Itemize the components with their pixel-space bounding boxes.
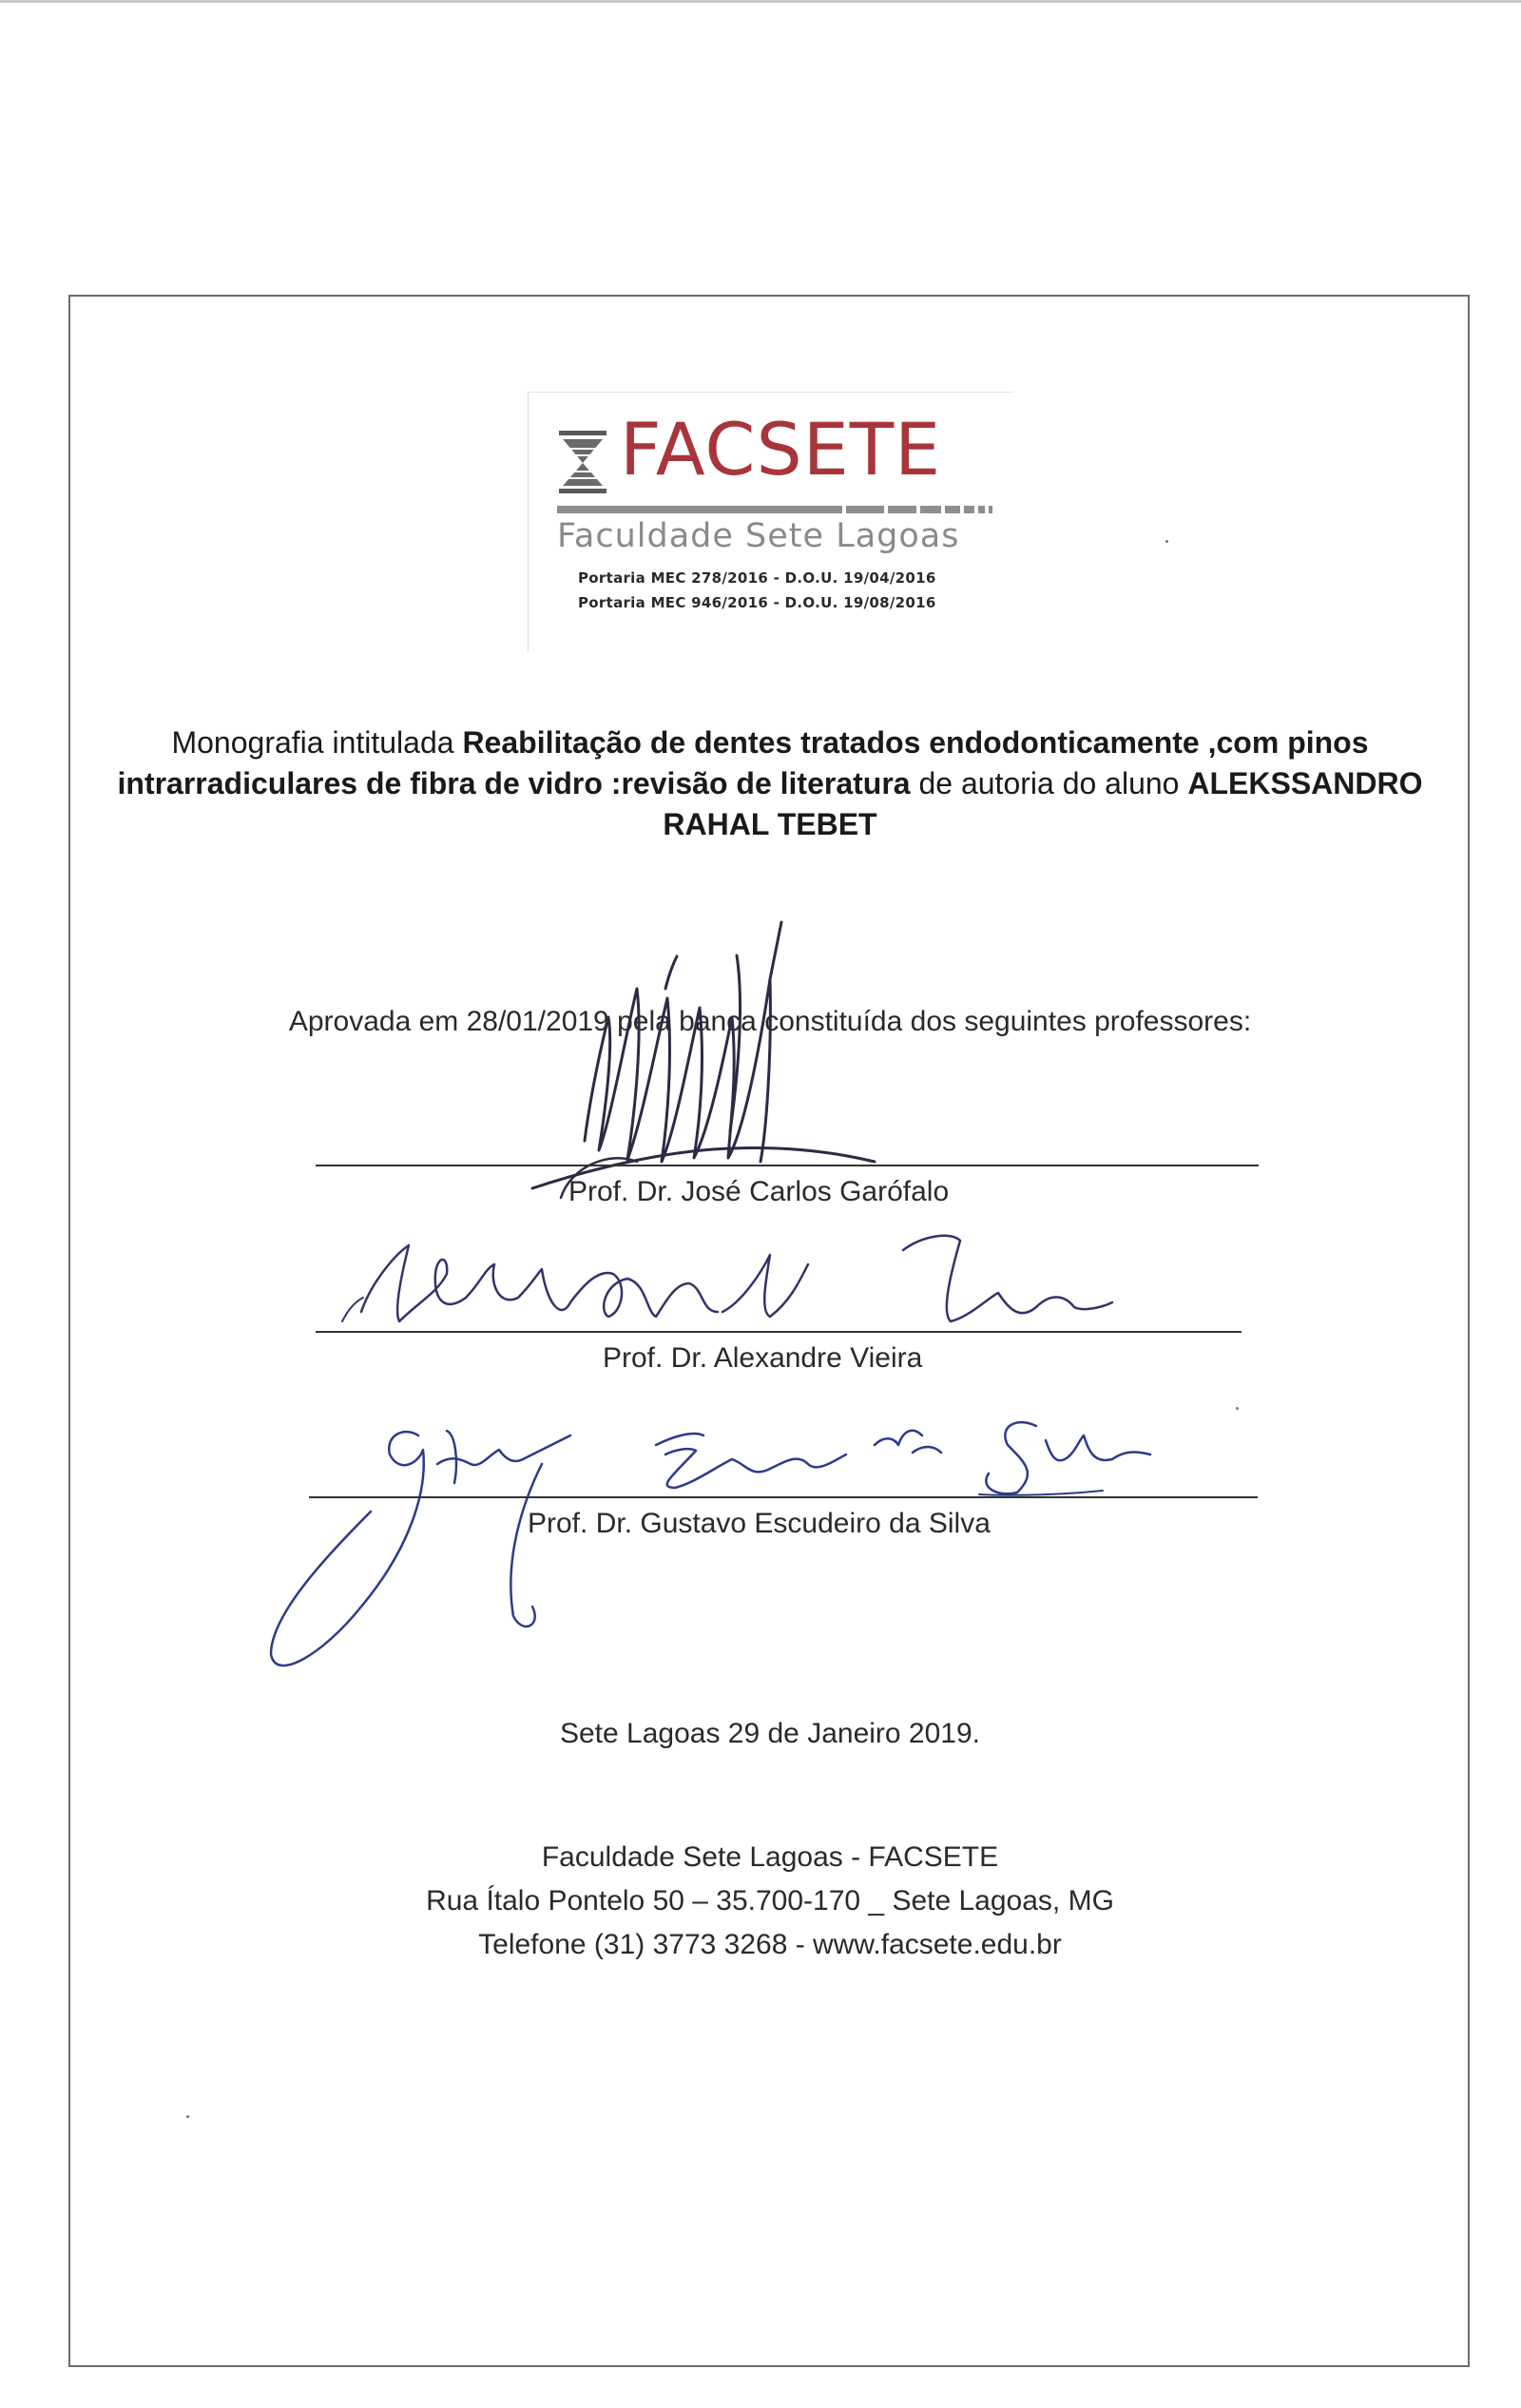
thesis-middle: de autoria do aluno bbox=[910, 766, 1188, 800]
facsete-logo bbox=[528, 392, 1013, 651]
scan-speck bbox=[1236, 1407, 1239, 1410]
signature-gustavo-escudeiro-da-silva bbox=[257, 1407, 1169, 1692]
scan-speck bbox=[1165, 540, 1168, 543]
institution-name: Faculdade Sete Lagoas - FACSETE bbox=[541, 1841, 999, 1873]
place-date: Sete Lagoas 29 de Janeiro 2019. bbox=[559, 1718, 981, 1749]
logo-divider-bar bbox=[557, 505, 1000, 514]
approval-text: Aprovada em 28/01/2019 pela banca constituída dos seguintes professores: bbox=[288, 1006, 1252, 1037]
institution-contact: Telefone (31) 3773 3268 - www.facsete.edu.br bbox=[478, 1929, 1062, 1960]
thesis-author: ALEKSSANDRO RAHAL TEBET bbox=[663, 766, 1423, 841]
thesis-prefix: Monografia intitulada bbox=[171, 725, 463, 760]
thesis-title: Reabilitação de dentes tratados endodonticamente ,com pinos intrarradiculares de fibra de vidro :revisão de literatura bbox=[117, 725, 1369, 800]
thesis-statement bbox=[95, 722, 1445, 845]
signature-alexandre-vieira bbox=[342, 1217, 1179, 1350]
logo-portaria-2: Portaria MEC 946/2016 - D.O.U. 19/08/2016 bbox=[578, 594, 936, 611]
committee-member-1: Prof. Dr. José Carlos Garófalo bbox=[568, 1176, 950, 1207]
committee-member-2: Prof. Dr. Alexandre Vieira bbox=[603, 1342, 923, 1374]
scan-edge bbox=[0, 0, 1521, 3]
logo-subtitle: Faculdade Sete Lagoas bbox=[557, 517, 960, 555]
signature-line-1 bbox=[316, 1165, 1259, 1166]
logo-name: FACSETE bbox=[620, 407, 942, 491]
signature-line-3 bbox=[309, 1496, 1258, 1498]
logo-portaria-1: Portaria MEC 278/2016 - D.O.U. 19/04/2016 bbox=[578, 569, 936, 587]
institution-address: Rua Ítalo Pontelo 50 – 35.700-170 _ Sete Lagoas, MG bbox=[426, 1885, 1114, 1917]
signature-line-2 bbox=[316, 1331, 1242, 1333]
scan-speck bbox=[186, 2115, 189, 2118]
committee-member-3: Prof. Dr. Gustavo Escudeiro da Silva bbox=[528, 1508, 991, 1539]
facsete-emblem-icon bbox=[557, 429, 608, 495]
